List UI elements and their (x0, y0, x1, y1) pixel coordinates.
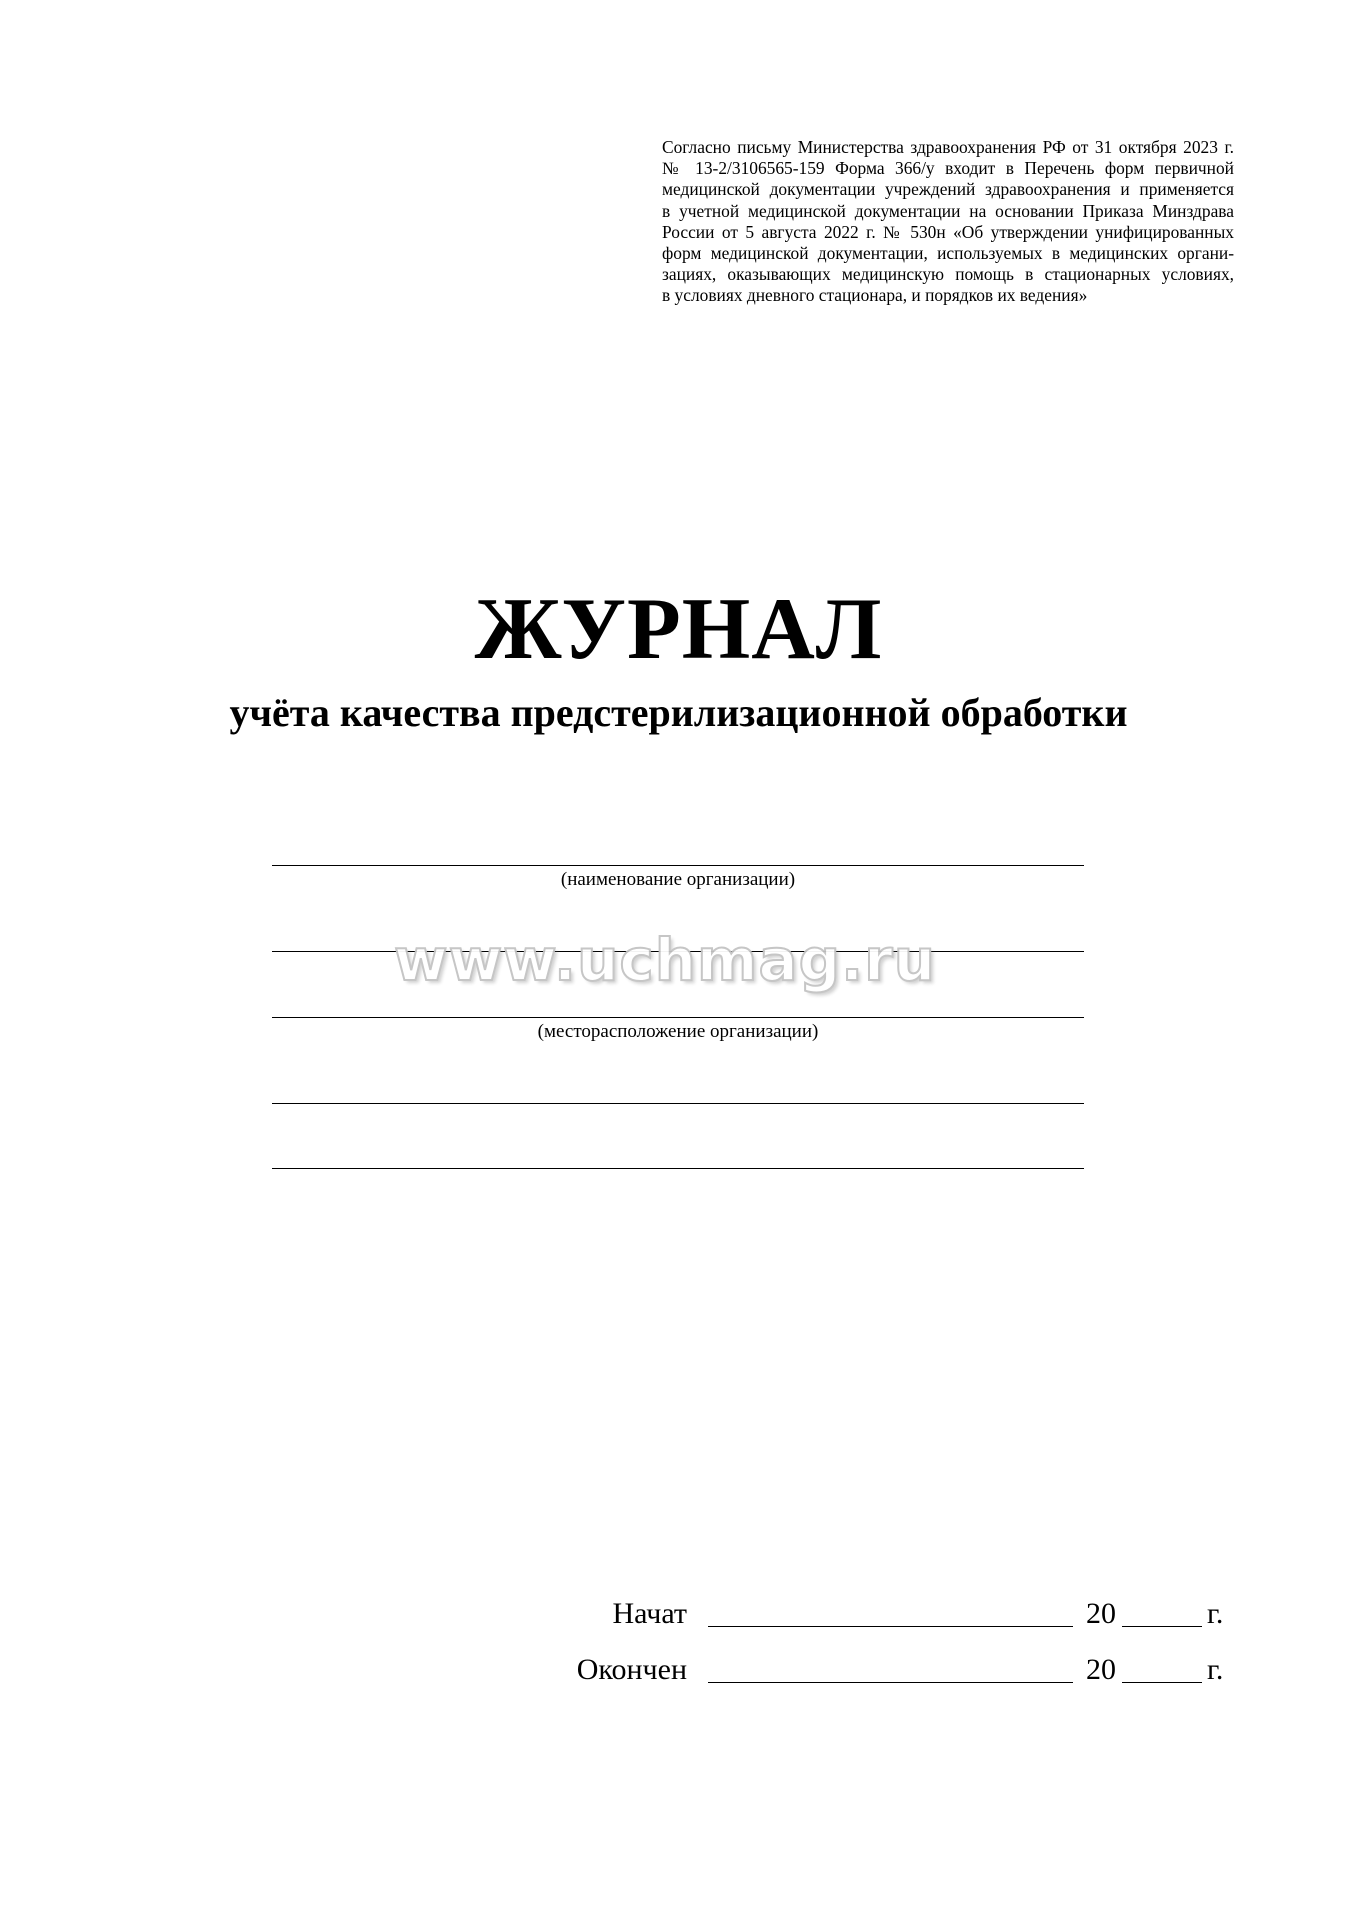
started-label: Начат (612, 1597, 687, 1630)
ended-row (0, 1650, 1357, 1690)
started-year-prefix: 20 (1086, 1597, 1116, 1630)
started-date-field[interactable] (708, 1596, 1073, 1627)
legal-note (662, 137, 1234, 307)
legal-note-line: зациях, оказывающих медицинскую помощь в стационарных условиях, (662, 264, 1234, 285)
legal-note-line: № 13-2/3106565-159 Форма 366/у входит в Перечень форм первичной (662, 158, 1234, 179)
document-title: ЖУРНАЛ (474, 581, 883, 678)
started-year-field[interactable] (1122, 1596, 1202, 1627)
org-location-caption: (месторасположение организации) (537, 1021, 819, 1042)
org-location-line-3[interactable] (272, 1168, 1084, 1169)
ended-year-field[interactable] (1122, 1652, 1202, 1683)
org-location-line-2[interactable] (272, 1103, 1084, 1104)
ended-label: Окончен (576, 1653, 687, 1686)
document-subtitle: учёта качества предстерилизационной обработки (229, 690, 1128, 735)
started-year-suffix: г. (1207, 1597, 1224, 1630)
started-row (0, 1594, 1357, 1634)
org-location-line[interactable] (272, 1017, 1084, 1018)
legal-note-line: медицинской документации учреждений здравоохранения и применяется (662, 179, 1234, 200)
ended-year-suffix: г. (1207, 1653, 1224, 1686)
legal-note-line: в условиях дневного стационара, и порядков их ведения» (662, 285, 1088, 306)
legal-note-line: Согласно письму Министерства здравоохранения РФ от 31 октября 2023 г. (662, 137, 1234, 157)
legal-note-line: форм медицинской документации, используемых в медицинских органи- (662, 243, 1234, 264)
ended-year-prefix: 20 (1086, 1653, 1116, 1686)
org-name-caption: (наименование организации) (560, 869, 796, 890)
legal-note-line: России от 5 августа 2022 г. № 530н «Об утверждении унифицированных (662, 221, 1234, 242)
org-name-line[interactable] (272, 865, 1084, 866)
ended-date-field[interactable] (708, 1652, 1073, 1683)
legal-note-line: в учетной медицинской документации на основании Приказа Минздрава (662, 200, 1234, 221)
watermark: www.uchmag.ru (394, 926, 937, 994)
